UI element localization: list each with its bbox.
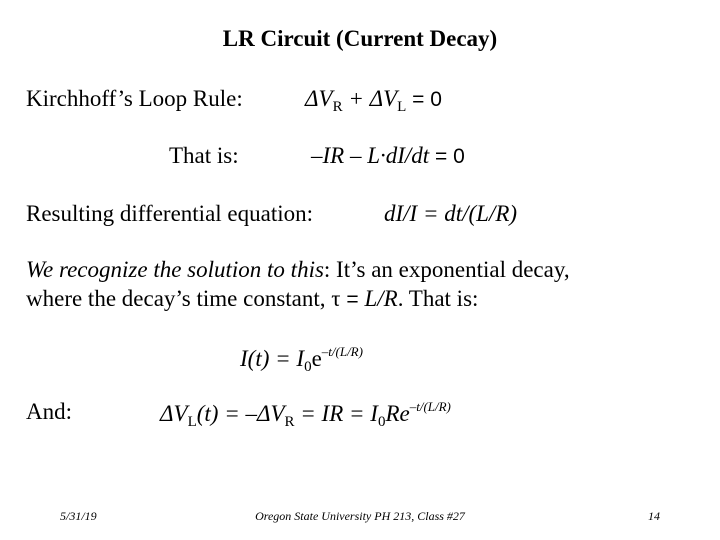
loop-rule-term-1: ΔV bbox=[305, 86, 333, 111]
and-subscript-0: 0 bbox=[377, 414, 386, 430]
recognize-line-2 bbox=[26, 287, 478, 310]
loop-rule-label: Kirchhoff’s Loop Rule: bbox=[26, 86, 243, 111]
and-subscript-r: R bbox=[284, 414, 295, 430]
recognize-line-2-end: . That is: bbox=[397, 286, 479, 311]
loop-rule-term-2: + ΔV bbox=[342, 86, 398, 111]
and-part-2: (t) = –ΔV bbox=[196, 401, 285, 426]
recognize-rest: : It’s an exponential decay, bbox=[323, 257, 570, 282]
solution-e: e bbox=[311, 346, 322, 371]
and-subscript-l: L bbox=[187, 414, 197, 430]
that-is-equals-zero: = 0 bbox=[429, 145, 465, 168]
tau-symbol: τ bbox=[331, 286, 341, 311]
recognize-l-over-r: L/R bbox=[364, 286, 398, 311]
slide-title: LR Circuit (Current Decay) bbox=[222, 26, 498, 51]
recognize-italic: We recognize the solution to this bbox=[26, 257, 324, 282]
and-part-3: = IR = I bbox=[294, 401, 378, 426]
diff-eq-equation bbox=[384, 202, 517, 225]
diff-eq-label: Resulting differential equation: bbox=[26, 201, 314, 226]
subscript-r: R bbox=[332, 99, 343, 115]
and-equation bbox=[160, 400, 451, 430]
diff-eq-expression: dI/I = dt/(L/R) bbox=[384, 201, 518, 226]
footer-course: Oregon State University PH 213, Class #27 bbox=[255, 509, 465, 523]
loop-rule-equals-zero: = 0 bbox=[406, 88, 442, 111]
solution-equation bbox=[240, 345, 363, 375]
and-part-1: ΔV bbox=[160, 401, 188, 426]
and-part-4: Re bbox=[385, 401, 410, 426]
that-is-lhs: –IR – L·dI/dt bbox=[311, 143, 430, 168]
solution-lhs: I(t) = I bbox=[240, 346, 305, 371]
recognize-equals: = bbox=[340, 288, 365, 311]
solution-subscript-0: 0 bbox=[304, 359, 312, 375]
and-label: And: bbox=[26, 399, 72, 424]
footer-page-number: 14 bbox=[648, 509, 660, 523]
that-is-equation bbox=[311, 144, 465, 167]
footer-date: 5/31/19 bbox=[60, 509, 97, 523]
that-is-label: That is: bbox=[169, 143, 239, 168]
loop-rule-equation bbox=[305, 87, 442, 115]
subscript-l: L bbox=[397, 99, 407, 115]
recognize-line-2-start: where the decay’s time constant, bbox=[26, 286, 332, 311]
and-exponent: –t/(L/R) bbox=[409, 399, 451, 414]
solution-exponent: –t/(L/R) bbox=[321, 344, 363, 359]
recognize-line-1 bbox=[26, 258, 570, 281]
